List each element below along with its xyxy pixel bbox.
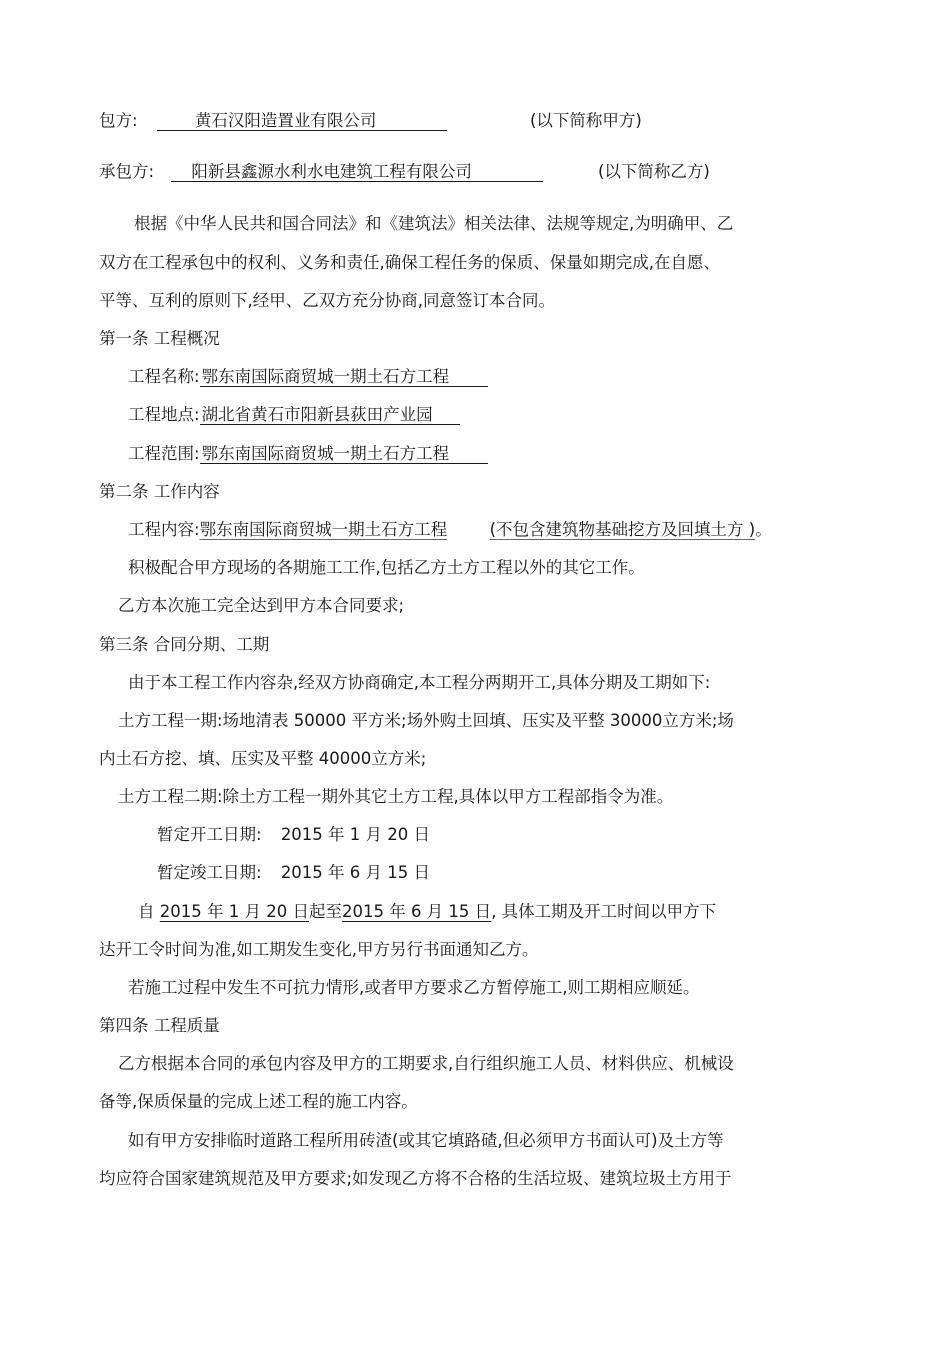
project-scope-label: 工程范围: bbox=[128, 444, 200, 463]
article-1-heading: 第一条 工程概况 bbox=[99, 329, 220, 348]
phase-1-line-2: 内土石方挖、填、压实及平整 40000立方米; bbox=[99, 749, 427, 768]
owner-name: 黄石汉阳造置业有限公司 bbox=[157, 112, 447, 131]
quality-p1-line-1: 乙方根据本合同的承包内容及甲方的工期要求,自行组织施工人员、材料供应、机械设 bbox=[118, 1054, 734, 1073]
owner-line bbox=[99, 110, 447, 132]
period-line-2: 达开工令时间为准,如工期发生变化,甲方另行书面通知乙方。 bbox=[99, 940, 539, 959]
project-location-label: 工程地点: bbox=[128, 405, 200, 424]
quality-p2-line-2: 均应符合国家建筑规范及甲方要求;如发现乙方将不合格的生活垃圾、建筑垃圾土方用于 bbox=[99, 1169, 732, 1188]
work-content-note: (不包含建筑物基础挖方及回填土方 ) bbox=[489, 520, 756, 539]
phase-2-line: 土方工程二期:除土方工程一期外其它土方工程,具体以甲方工程部指令为准。 bbox=[118, 787, 674, 806]
phasing-intro: 由于本工程工作内容杂,经双方协商确定,本工程分两期开工,具体分期及工期如下: bbox=[128, 673, 711, 692]
article-2-heading: 第二条 工作内容 bbox=[99, 482, 220, 501]
phase-1-line-1: 土方工程一期:场地清表 50000 平方米;场外购土回填、压实及平整 30000立方米;场 bbox=[118, 711, 734, 730]
contractor-label: 承包方: bbox=[99, 162, 155, 181]
period-suffix: , 具体工期及开工时间以甲方下 bbox=[491, 902, 717, 921]
tentative-start-date: 2015 年 1 月 20 日 bbox=[280, 825, 431, 844]
project-scope-line bbox=[128, 443, 488, 465]
project-location-line bbox=[128, 404, 460, 426]
tentative-end-line bbox=[157, 862, 430, 884]
tentative-start-line bbox=[157, 824, 430, 846]
project-name-label: 工程名称: bbox=[128, 367, 200, 386]
preamble-line-2: 双方在工程承包中的权利、义务和责任,确保工程任务的保质、保量如期完成,在自愿、 bbox=[99, 253, 720, 272]
contractor-name: 阳新县鑫源水利水电建筑工程有限公司 bbox=[171, 163, 543, 182]
tentative-end-label: 暂定竣工日期: bbox=[157, 863, 262, 882]
contractor-line bbox=[99, 161, 543, 183]
force-majeure-line: 若施工过程中发生不可抗力情形,或者甲方要求乙方暂停施工,则工期相应顺延。 bbox=[128, 978, 700, 997]
work-content-line-2: 积极配合甲方现场的各期施工工作,包括乙方土方工程以外的其它工作。 bbox=[128, 558, 645, 577]
quality-p2-line-1: 如有甲方安排临时道路工程所用砖渣(或其它填路碴,但必须甲方书面认可)及土方等 bbox=[128, 1131, 724, 1150]
period-line bbox=[138, 901, 716, 923]
project-name-value: 鄂东南国际商贸城一期土石方工程 bbox=[200, 368, 488, 387]
work-content-end: 。 bbox=[755, 520, 772, 539]
tentative-end-date: 2015 年 6 月 15 日 bbox=[280, 863, 431, 882]
article-4-heading: 第四条 工程质量 bbox=[99, 1016, 220, 1035]
project-location-value: 湖北省黄石市阳新县荻田产业园 bbox=[200, 406, 460, 425]
preamble-line-3: 平等、互利的原则下,经甲、乙双方充分协商,同意签订本合同。 bbox=[99, 291, 555, 310]
period-start-date: 2015 年 1 月 20 日 bbox=[159, 902, 309, 921]
project-name-line bbox=[128, 366, 488, 388]
owner-label: 包方: bbox=[99, 111, 138, 130]
work-content-line-3: 乙方本次施工完全达到甲方本合同要求; bbox=[118, 596, 405, 615]
project-scope-value: 鄂东南国际商贸城一期土石方工程 bbox=[200, 445, 488, 464]
owner-abbr: (以下简称甲方) bbox=[530, 111, 642, 130]
period-end-date: 2015 年 6 月 15 日 bbox=[341, 902, 492, 921]
work-content-value: 鄂东南国际商贸城一期土石方工程 bbox=[199, 520, 448, 539]
work-content-label: 工程内容: bbox=[128, 520, 200, 539]
preamble-line-1: 根据《中华人民共和国合同法》和《建筑法》相关法律、法规等规定,为明确甲、乙 bbox=[134, 214, 734, 233]
contractor-abbr: (以下简称乙方) bbox=[598, 162, 710, 181]
tentative-start-label: 暂定开工日期: bbox=[157, 825, 262, 844]
period-prefix: 自 bbox=[138, 902, 155, 921]
quality-p1-line-2: 备等,保质保量的完成上述工程的施工内容。 bbox=[99, 1092, 418, 1111]
work-content-line bbox=[128, 519, 772, 541]
article-3-heading: 第三条 合同分期、工期 bbox=[99, 635, 270, 654]
period-mid: 起至 bbox=[308, 902, 342, 921]
